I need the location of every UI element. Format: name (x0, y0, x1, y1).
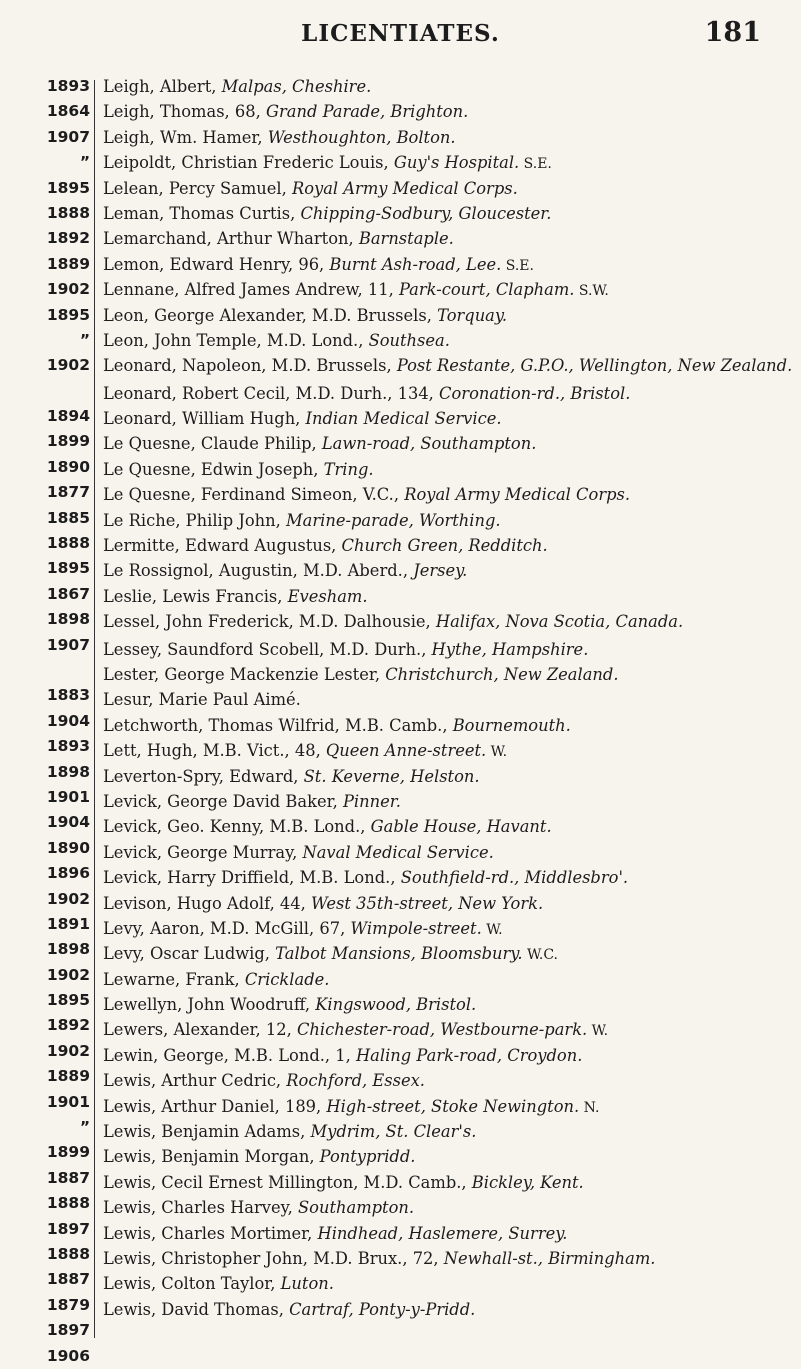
entry-address: Barnstaple. (358, 229, 454, 249)
entry-year: 1892 (46, 229, 90, 248)
entry-name: Lelean, Percy Samuel, (103, 178, 292, 198)
entry-year: ” (79, 153, 90, 172)
entry-name: Leigh, Thomas, 68, (103, 102, 266, 122)
entry-row (103, 1195, 793, 1220)
entry-name: Lewis, Colton Taylor, (103, 1274, 281, 1294)
entry-address: Kingswood, Bristol. (315, 995, 477, 1015)
entry-year: 1889 (46, 1067, 90, 1086)
entry-year: 1899 (46, 1143, 90, 1162)
entry-name: Leonard, Napoleon, M.D. Brussels, (103, 356, 397, 376)
entry-year: 1895 (46, 305, 90, 324)
entry-address: Newhall-st., Birmingham. (443, 1249, 656, 1268)
entry-name: Lewis, Arthur Daniel, 189, (103, 1096, 327, 1116)
entry-row (103, 74, 793, 99)
entry-name: Lewin, George, M.B. Lond., 1, (103, 1045, 356, 1065)
entry-year: 1897 (46, 1219, 90, 1238)
entry-address: West 35th-street, New York. (310, 893, 544, 913)
entry-address: Coronation-rd., Bristol. (439, 383, 631, 403)
entry-name: Levison, Hugo Adolf, 44, (103, 893, 311, 913)
entry-name: Lemarchand, Arthur Wharton, (103, 229, 359, 249)
entry-row (103, 303, 793, 328)
entry-row (103, 941, 793, 966)
entry-name: Lewis, Christopher John, M.D. Brux., 72, (103, 1249, 444, 1268)
entry-address: Rochford, Essex. (286, 1071, 425, 1091)
entry-year: 1901 (46, 1092, 90, 1111)
entry-address: Burnt Ash-road, Lee. (329, 254, 502, 274)
entry-row (103, 150, 793, 175)
entry-name: Lesur, Marie Paul Aimé. (103, 690, 301, 710)
entry-address: Hythe, Hampshire. (431, 639, 589, 659)
entry-row (103, 891, 793, 916)
entry-year: 1895 (46, 178, 90, 197)
entry-row (103, 201, 793, 226)
entry-address: Bournemouth. (452, 715, 571, 735)
entry-year: 1888 (46, 203, 90, 222)
entry-address: Wimpole-street. (350, 918, 482, 938)
entry-name: Lessel, John Frederick, M.D. Dalhousie, (103, 612, 436, 632)
entry-name: Le Riche, Philip John, (103, 510, 286, 530)
entry-name: Lewis, Charles Mortimer, (103, 1223, 318, 1243)
entry-row (103, 1297, 793, 1322)
entry-row (103, 1017, 793, 1042)
entry-address: Royal Army Medical Corps. (404, 485, 631, 505)
entry-name: Levick, Harry Driffield, M.B. Lond., (103, 868, 401, 888)
entry-year: 1895 (46, 559, 90, 578)
entry-address: Westhoughton, Bolton. (267, 127, 456, 147)
entry-row (103, 687, 793, 712)
entry-year: 1898 (46, 762, 90, 781)
entry-name: Levick, Geo. Kenny, M.B. Lond., (103, 817, 371, 837)
entry-name: Leonard, Robert Cecil, M.D. Durh., 134, (103, 383, 440, 403)
entry-name: Lewarne, Frank, (103, 969, 245, 989)
entry-year: 1907 (46, 127, 90, 146)
entry-row (103, 1094, 793, 1119)
entry-address: Marine-parade, Worthing. (286, 510, 501, 530)
entry-address: Chichester-road, Westbourne-park. (296, 1020, 588, 1040)
entry-row (103, 508, 793, 533)
entry-year: 1893 (46, 77, 90, 95)
entry-address: High-street, Stoke Newington. (326, 1096, 580, 1116)
entry-row (103, 609, 793, 636)
entry-address: Park-court, Clapham. (398, 280, 575, 300)
entry-row (103, 558, 793, 583)
entry-name: Leslie, Lewis Francis, (103, 586, 288, 606)
entry-row (103, 125, 793, 150)
entry-address: Malpas, Cheshire. (221, 77, 372, 96)
page-number: 181 (704, 17, 761, 48)
entry-row (103, 1170, 793, 1195)
entry-name: Lermitte, Edward Augustus, (103, 536, 342, 556)
entry-row (103, 1221, 793, 1246)
entry-row (103, 1246, 793, 1271)
entry-district: W. (587, 1023, 609, 1040)
entry-name: Leipoldt, Christian Frederic Louis, (103, 153, 394, 173)
entry-year: 1891 (46, 914, 90, 933)
entry-name: Le Rossignol, Augustin, M.D. Aberd., (103, 561, 414, 581)
entry-year: 1902 (46, 280, 90, 299)
entry-year: 1904 (46, 711, 90, 730)
entry-address: Southfield-rd., Middlesbro'. (400, 868, 629, 888)
entry-row (103, 99, 793, 124)
entry-name: Le Quesne, Claude Philip, (103, 434, 322, 454)
entry-address: Halifax, Nova Scotia, Canada. (435, 612, 684, 632)
entries-column (103, 74, 793, 1322)
entry-name: Le Quesne, Ferdinand Simeon, V.C., (103, 485, 405, 505)
entry-year: ” (79, 330, 90, 349)
entry-row (103, 992, 793, 1017)
entry-year: 1899 (46, 432, 90, 451)
entry-district: W. (486, 744, 508, 761)
entry-address: St. Keverne, Helston. (303, 766, 480, 786)
entry-row (103, 916, 793, 941)
entry-address: Southampton. (298, 1198, 415, 1218)
entry-address: Lawn-road, Southampton. (321, 434, 537, 454)
entry-address: Royal Army Medical Corps. (291, 178, 518, 198)
entry-address: Gable House, Havant. (370, 817, 552, 837)
entry-row (103, 533, 793, 558)
entry-year: 1890 (46, 457, 90, 476)
year-column (0, 74, 94, 1369)
entry-name: Lessey, Saundford Scobell, M.D. Durh., (103, 639, 432, 659)
entry-address: Indian Medical Service. (305, 409, 502, 429)
entry-name: Levick, George Murray, (103, 842, 303, 862)
entry-address: Talbot Mansions, Bloomsbury. (275, 944, 523, 964)
entry-year: 1902 (46, 889, 90, 908)
entry-district: N. (579, 1099, 600, 1116)
entry-year: 1902 (46, 1041, 90, 1060)
entry-row (103, 457, 793, 482)
entry-address: Jersey. (413, 561, 468, 581)
entry-row (103, 1068, 793, 1093)
entry-row (103, 252, 793, 277)
entry-year: 1894 (46, 407, 90, 426)
entry-address: Mydrim, St. Clear's. (310, 1122, 477, 1142)
entry-row (103, 328, 793, 353)
entry-address: Queen Anne-street. (325, 741, 487, 761)
entry-name: Levy, Aaron, M.D. McGill, 67, (103, 918, 351, 938)
entry-year: 1867 (46, 584, 90, 603)
entry-address: Pontypridd. (319, 1147, 416, 1167)
entry-address: Cricklade. (244, 969, 330, 989)
entry-row (103, 789, 793, 814)
entry-district: W. (481, 921, 503, 938)
entry-name: Lester, George Mackenzie Lester, (103, 665, 386, 685)
entry-row (103, 1271, 793, 1296)
entry-name: Le Quesne, Edwin Joseph, (103, 459, 324, 479)
entry-name: Leon, John Temple, M.D. Lond., (103, 330, 369, 350)
entry-address: Church Green, Redditch. (341, 536, 548, 556)
entry-row (103, 226, 793, 251)
entry-year: 1887 (46, 1270, 90, 1289)
entry-address: Hindhead, Haslemere, Surrey. (317, 1223, 568, 1243)
entry-name: Lemon, Edward Henry, 96, (103, 254, 330, 274)
entry-year: 1902 (46, 356, 90, 375)
entry-year: 1898 (46, 940, 90, 959)
entry-year: ” (79, 1118, 90, 1137)
entry-name: Lett, Hugh, M.B. Vict., 48, (103, 741, 326, 761)
entry-year: 1897 (46, 1321, 90, 1340)
entry-address: Evesham. (287, 586, 368, 606)
entry-year: 1890 (46, 838, 90, 857)
entry-year: 1906 (46, 1346, 90, 1365)
entry-address: Chipping-Sodbury, Gloucester. (300, 203, 552, 223)
entry-address: Haling Park-road, Croydon. (355, 1045, 583, 1065)
entry-year: 1885 (46, 508, 90, 527)
entry-address: Tring. (323, 459, 374, 479)
entry-year: 1907 (46, 635, 90, 654)
entry-address: Naval Medical Service. (302, 842, 494, 862)
entry-name: Lewis, Charles Harvey, (103, 1198, 299, 1218)
column-rule (94, 80, 95, 1338)
entry-row (103, 406, 793, 431)
entry-year: 1893 (46, 737, 90, 756)
running-header: LICENTIATES. (301, 20, 500, 47)
entry-year: 1877 (46, 483, 90, 502)
entry-address: Grand Parade, Brighton. (265, 102, 469, 122)
entry-row (103, 381, 793, 406)
entry-year: 1895 (46, 991, 90, 1010)
entry-row (103, 584, 793, 609)
entry-year: 1864 (46, 102, 90, 121)
entry-row (103, 176, 793, 201)
entry-name: Lewis, Arthur Cedric, (103, 1071, 287, 1091)
entry-address: Torquay. (437, 305, 508, 325)
entry-district: S.W. (574, 283, 609, 300)
entry-name: Lewis, Cecil Ernest Millington, M.D. Camb., (103, 1172, 472, 1192)
entry-row (103, 277, 793, 302)
entry-name: Leman, Thomas Curtis, (103, 203, 301, 223)
entry-row (103, 637, 793, 662)
entry-district: S.E. (519, 156, 552, 173)
entry-name: Lewellyn, John Woodruff, (103, 995, 316, 1015)
entry-year: 1901 (46, 787, 90, 806)
entry-row (103, 662, 793, 687)
entry-row (103, 764, 793, 789)
entry-row (103, 738, 793, 763)
entry-address: Southsea. (368, 330, 450, 350)
entry-district: W.C. (522, 947, 559, 964)
entry-name: Leigh, Albert, (103, 77, 222, 96)
entry-year: 1898 (46, 610, 90, 629)
entry-address: Cartraf, Ponty-y-Pridd. (289, 1299, 476, 1319)
entry-year: 1892 (46, 1016, 90, 1035)
entry-address: Guy's Hospital. (393, 153, 520, 173)
entry-name: Lewis, Benjamin Morgan, (103, 1147, 320, 1167)
entry-address: Luton. (280, 1274, 334, 1294)
entry-address: Post Restante, G.P.O., Wellington, New Zealand. (396, 356, 793, 376)
entry-year: 1887 (46, 1168, 90, 1187)
entry-district: S.E. (501, 257, 534, 274)
entry-row (103, 1119, 793, 1144)
entry-row (103, 431, 793, 456)
entry-name: Lewers, Alexander, 12, (103, 1020, 297, 1040)
entry-year: 1888 (46, 1245, 90, 1263)
entry-row (103, 1043, 793, 1068)
entry-row (103, 1144, 793, 1169)
entry-row (103, 967, 793, 992)
entry-name: Leon, George Alexander, M.D. Brussels, (103, 305, 438, 325)
entry-name: Leigh, Wm. Hamer, (103, 127, 268, 147)
entry-name: Levick, George David Baker, (103, 791, 343, 811)
entry-address: Bickley, Kent. (471, 1172, 584, 1192)
entry-name: Letchworth, Thomas Wilfrid, M.B. Camb., (103, 715, 453, 735)
entry-name: Lewis, David Thomas, (103, 1299, 290, 1319)
entry-year: 1902 (46, 965, 90, 984)
entry-year: 1904 (46, 813, 90, 832)
entry-name: Lewis, Benjamin Adams, (103, 1122, 311, 1142)
entry-row (103, 353, 793, 380)
entry-year: 1889 (46, 254, 90, 273)
entry-year: 1883 (46, 686, 90, 705)
entry-year: 1896 (46, 864, 90, 883)
entry-row (103, 814, 793, 839)
entry-year: 1888 (46, 1194, 90, 1213)
entry-name: Leverton-Spry, Edward, (103, 766, 304, 786)
entry-row (103, 865, 793, 890)
entry-address: Christchurch, New Zealand. (385, 665, 619, 685)
entry-year: 1888 (46, 534, 90, 553)
entry-address: Pinner. (342, 791, 401, 811)
entry-row (103, 840, 793, 865)
entry-name: Lennane, Alfred James Andrew, 11, (103, 280, 399, 300)
entry-row (103, 713, 793, 738)
entry-row (103, 482, 793, 507)
entry-name: Leonard, William Hugh, (103, 409, 306, 429)
entry-name: Levy, Oscar Ludwig, (103, 944, 276, 964)
entry-year: 1879 (46, 1295, 90, 1314)
